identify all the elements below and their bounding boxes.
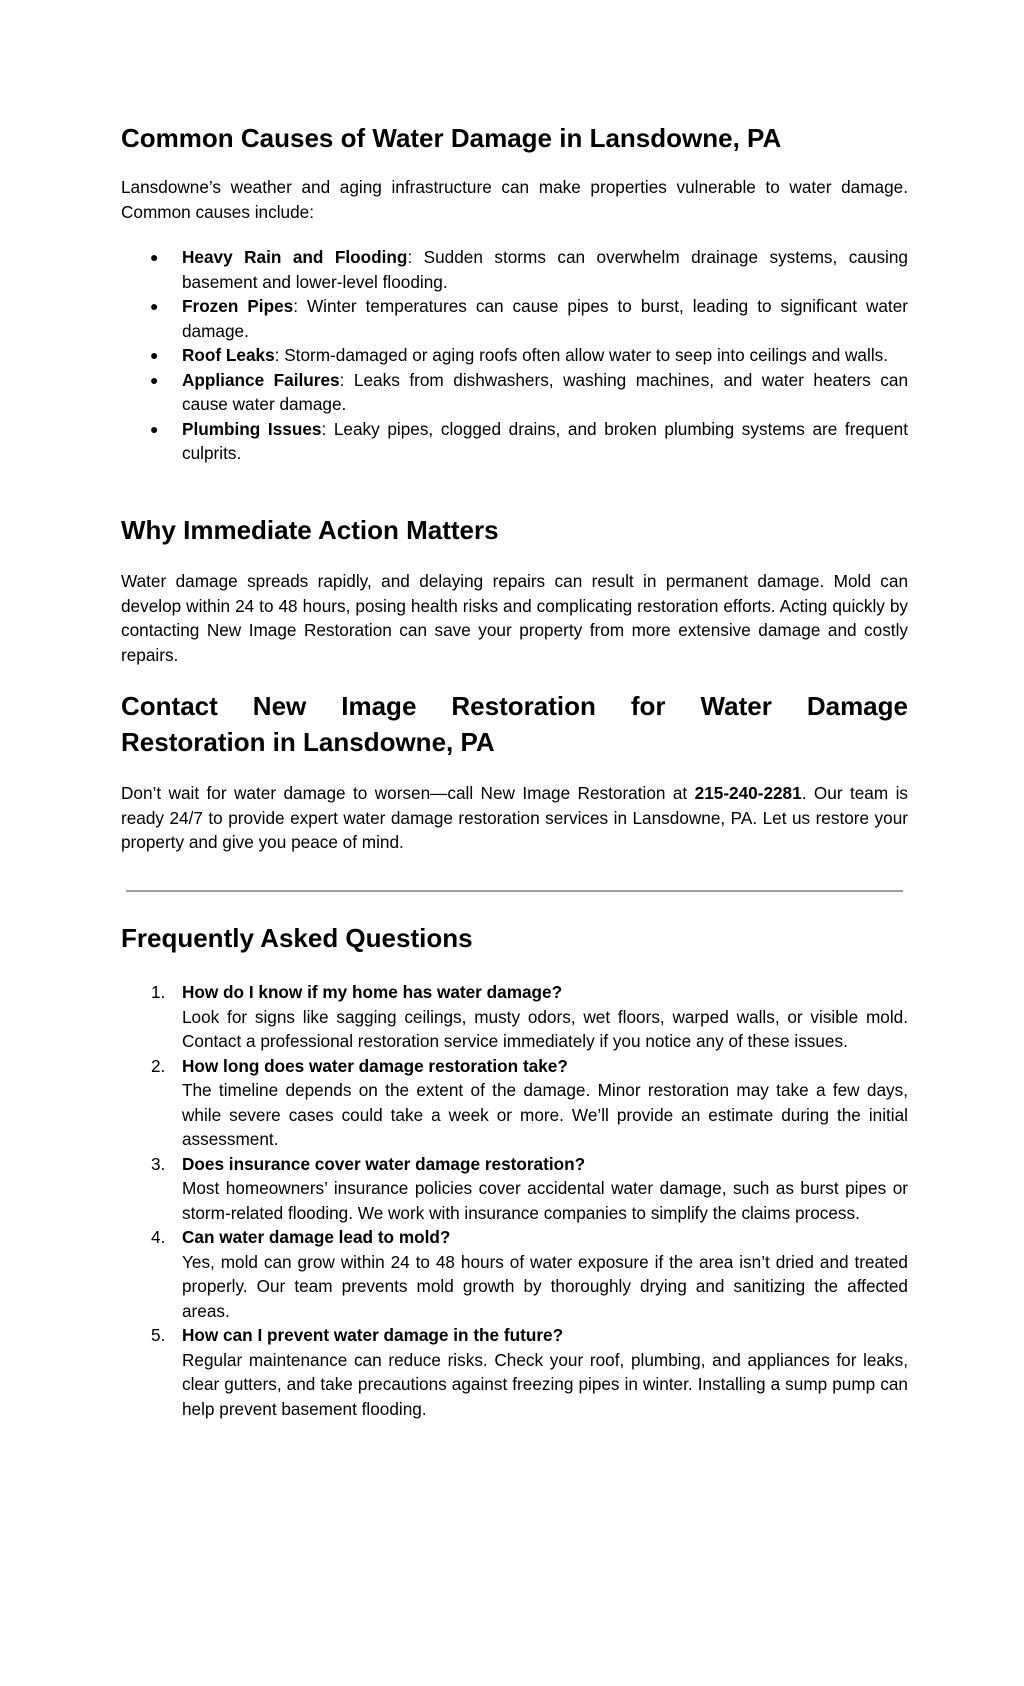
list-item: [121, 368, 908, 417]
faq-answer: The timeline depends on the extent of the damage. Minor restoration may take a few days, while severe cases could take a week or more. We’ll provide an estimate during the initial assessment.: [182, 1080, 908, 1149]
faq-question: Does insurance cover water damage restoration?: [182, 1153, 586, 1174]
cause-term: Heavy Rain and Flooding: [182, 247, 408, 267]
faq-number: 1.: [151, 982, 166, 1002]
cause-term: Appliance Failures: [182, 369, 340, 390]
faq-answer: Look for signs like sagging ceilings, musty odors, wet floors, warped walls, or visible mold. Contact a professional restoration service immediately if you notice any of these issues.: [182, 1006, 908, 1051]
contact-heading-line2: Restoration in Lansdowne, PA: [121, 727, 495, 757]
faq-item: [121, 1054, 908, 1152]
cause-term: Plumbing Issues: [182, 418, 322, 439]
contact-heading: [121, 688, 908, 760]
faq-item: [121, 1323, 908, 1421]
cause-term: Frozen Pipes: [182, 296, 294, 316]
phone-number: 215-240-2281: [694, 783, 802, 803]
faq-answer: Yes, mold can grow within 24 to 48 hours of water exposure if the area isn’t dried and treated properly. Our team prevents mold growth by thoroughly drying and sanitizing the affected areas.: [182, 1251, 908, 1321]
list-item: [121, 245, 908, 294]
cause-text: : Storm-damaged or aging roofs often allow water to seep into ceilings and walls.: [274, 345, 889, 365]
faq-heading: Frequently Asked Questions: [121, 923, 473, 953]
bullet-icon: ●: [150, 420, 159, 437]
contact-text-before: Don’t wait for water damage to worsen—call New Image Restoration at: [121, 783, 695, 803]
faq-number: 5.: [151, 1325, 166, 1345]
contact-heading-line1: Contact New Image Restoration for Water Damage: [121, 691, 908, 721]
bullet-icon: ●: [150, 298, 159, 314]
faq-number: 3.: [151, 1153, 166, 1174]
causes-list: [121, 245, 908, 466]
cause-text: : Sudden storms can overwhelm drainage systems, causing basement and lower-level flooding.: [182, 247, 908, 292]
why-paragraph: Water damage spreads rapidly, and delaying repairs can result in permanent damage. Mold can develop within 24 to 48 hours, posing health risks and complicating restoration efforts. Acting quickly by contacting New Image Restoration can save your property from more extensive damage and costly repairs.: [121, 571, 908, 665]
faq-list: [121, 980, 908, 1421]
faq-item: [121, 1152, 908, 1226]
bullet-icon: ●: [150, 371, 159, 388]
causes-intro-paragraph: Lansdowne’s weather and aging infrastructure can make properties vulnerable to water damage. Common causes include:: [121, 177, 908, 222]
faq-question: Can water damage lead to mold?: [182, 1227, 451, 1247]
horizontal-divider: [126, 890, 903, 892]
contact-text-after: . Our team is ready 24/7 to provide expert water damage restoration services in Lansdowne, PA. Let us restore your property and give you peace of mind.: [121, 783, 909, 852]
contact-paragraph: [121, 781, 908, 855]
why-heading: Why Immediate Action Matters: [121, 515, 499, 545]
list-item: [121, 343, 908, 368]
cause-term: Roof Leaks: [182, 345, 275, 365]
cause-text: : Leaky pipes, clogged drains, and broken plumbing systems are frequent culprits.: [182, 418, 908, 463]
faq-item: [121, 980, 908, 1054]
faq-number: 2.: [151, 1055, 166, 1076]
bullet-icon: ●: [150, 249, 159, 265]
cause-text: : Winter temperatures can cause pipes to burst, leading to significant water damage.: [182, 296, 908, 341]
faq-question: How long does water damage restoration take?: [182, 1055, 568, 1076]
faq-number: 4.: [151, 1227, 166, 1247]
bullet-icon: ●: [150, 347, 159, 363]
faq-item: [121, 1225, 908, 1323]
cause-text: : Leaks from dishwashers, washing machines, and water heaters can cause water damage.: [182, 369, 909, 414]
faq-answer: Most homeowners’ insurance policies cover accidental water damage, such as burst pipes or storm-related flooding. We work with insurance companies to simplify the claims process.: [182, 1178, 908, 1223]
faq-question: How can I prevent water damage in the future?: [182, 1325, 564, 1345]
list-item: [121, 294, 908, 343]
list-item: [121, 417, 908, 466]
faq-answer: Regular maintenance can reduce risks. Check your roof, plumbing, and appliances for leaks, clear gutters, and take precautions against freezing pipes in winter. Installing a sump pump can help prevent basement flooding.: [182, 1349, 908, 1419]
faq-question: How do I know if my home has water damage?: [182, 982, 563, 1002]
causes-heading: Common Causes of Water Damage in Lansdowne, PA: [121, 123, 782, 153]
